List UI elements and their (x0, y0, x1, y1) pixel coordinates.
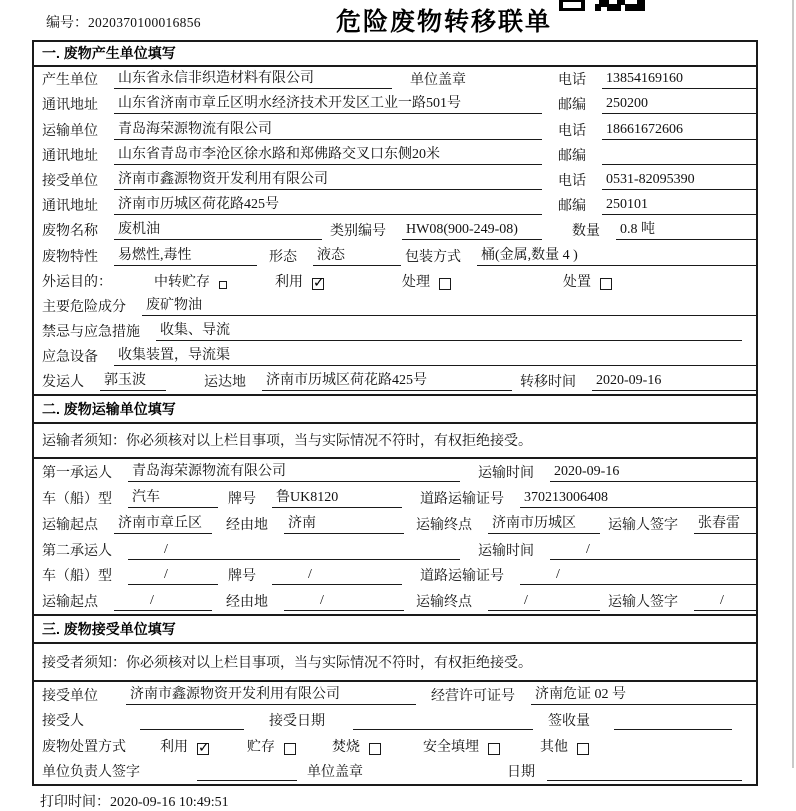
transport-time2-label: 运输时间 (478, 543, 534, 559)
receiver-value: 济南市鑫源物资开发利用有限公司 (114, 171, 542, 190)
receiver-zip-value: 250101 (602, 196, 756, 215)
waste-name-label: 废物名称 (42, 224, 98, 240)
doc-number-label: 编号： (46, 16, 88, 31)
vehicle2-label: 车（船）型 (42, 569, 112, 585)
transporter-addr-value: 山东省青岛市李沧区徐水路和郑佛路交叉口东侧20米 (114, 146, 542, 165)
manager-sign-label: 单位负责人签字 (42, 765, 140, 781)
end1-label: 运输终点 (416, 517, 472, 533)
producer-value: 山东省永信非织造材料有限公司 (114, 70, 392, 89)
via1-value: 济南 (284, 515, 404, 534)
receive-date-label: 接受日期 (269, 714, 325, 730)
received-qty-label: 签收量 (548, 714, 590, 730)
transporter-zip-value (602, 147, 756, 165)
row-route1 (34, 511, 756, 537)
shipper-label: 发运人 (42, 375, 84, 391)
producer-addr-value: 山东省济南市章丘区明水经济技术开发区工业一路501号 (114, 95, 542, 114)
via1-label: 经由地 (226, 517, 268, 533)
receive-person-label: 接受人 (42, 714, 84, 730)
doc-number-value: 2020370100016856 (88, 15, 201, 30)
section-receiver (34, 614, 756, 784)
doc-number-row (46, 12, 201, 32)
destination-label: 运达地 (204, 375, 246, 391)
disposal-option-5-label: 其他 (540, 739, 568, 755)
waste-char-value: 易燃性,毒性 (114, 247, 257, 266)
section-transport (34, 394, 756, 614)
shipper-value: 郭玉波 (100, 372, 166, 391)
receiver-notice: 接受者须知：你必须核对以上栏目事项，当与实际情况不符时，有权拒绝接受。 (34, 644, 756, 682)
emergency-label: 禁忌与应急措施 (42, 325, 140, 341)
purpose-option-3-label: 处理 (402, 274, 430, 290)
receiver-addr-value: 济南市历城区荷花路425号 (114, 196, 542, 215)
transporter-zip-label: 邮编 (558, 148, 586, 164)
purpose-option-4-checkbox (600, 278, 612, 290)
producer-addr-label: 通讯地址 (42, 98, 98, 114)
purpose-option-1-checkbox (219, 281, 227, 289)
disposal-option-5-checkbox (577, 743, 589, 755)
row-producer (34, 67, 756, 92)
row-receiver-address (34, 193, 756, 218)
via2-label: 经由地 (226, 595, 268, 611)
plate1-label: 牌号 (228, 492, 256, 508)
waste-code-label: 类别编号 (330, 224, 386, 240)
transport-time1-value: 2020-09-16 (550, 463, 756, 482)
carrier1-label: 第一承运人 (42, 466, 112, 482)
receive-person-value (140, 712, 244, 730)
origin2-value: / (114, 592, 212, 611)
carrier2-value: / (128, 541, 460, 560)
receive-unit-label: 接受单位 (42, 688, 98, 704)
end2-label: 运输终点 (416, 595, 472, 611)
disposal-option-2-checkbox (284, 743, 296, 755)
row-carrier2 (34, 537, 756, 563)
page-edge-line (792, 0, 794, 768)
producer-zip-label: 邮编 (558, 98, 586, 114)
disposal-option-1-label: 利用 (160, 739, 188, 755)
purpose-option-2-checkbox (312, 278, 324, 290)
print-time-row (40, 791, 796, 811)
receiver-phone-label: 电话 (558, 173, 586, 189)
row-producer-address (34, 92, 756, 117)
purpose-option-2-label: 利用 (275, 274, 303, 290)
sign2-value: / (694, 592, 756, 611)
print-time-value: 2020-09-16 10:49:51 (110, 795, 229, 811)
receive-unit-value: 济南市鑫源物资开发利用有限公司 (126, 686, 416, 705)
origin2-label: 运输起点 (42, 595, 98, 611)
permit2-label: 道路运输证号 (420, 569, 504, 585)
sign1-value: 张春雷 (694, 515, 756, 534)
plate2-label: 牌号 (228, 569, 256, 585)
manifest-form (32, 40, 758, 786)
transfer-time-value: 2020-09-16 (592, 372, 756, 391)
waste-code-value: HW08(900-249-08) (402, 221, 542, 240)
row-shipper (34, 369, 756, 394)
permit2-value: / (520, 566, 756, 585)
sign1-label: 运输人签字 (608, 517, 678, 533)
received-qty-value (614, 712, 732, 730)
waste-form-value: 液态 (313, 247, 401, 266)
plate2-value: / (272, 566, 402, 585)
producer-phone-value: 13854169160 (602, 70, 756, 89)
transport-time2-value: / (550, 541, 756, 560)
purpose-option-3-checkbox (439, 278, 451, 290)
receive-date-value (353, 712, 533, 730)
packing-value: 桶(金属,数量 4 ) (477, 247, 756, 266)
via2-value: / (284, 592, 404, 611)
section2-title: 二. 废物运输单位填写 (34, 394, 756, 424)
disposal-option-4-checkbox (488, 743, 500, 755)
waste-form-label: 形态 (269, 249, 297, 265)
transporter-value: 青岛海荣源物流有限公司 (114, 121, 542, 140)
row-vehicle1 (34, 485, 756, 511)
row-emergency (34, 319, 756, 344)
permit1-label: 道路运输证号 (420, 492, 504, 508)
hazard-label: 主要危险成分 (42, 299, 126, 315)
emergency-value: 收集、导流 (156, 322, 742, 341)
row-waste-name (34, 218, 756, 243)
row-hazard (34, 294, 756, 319)
section-producer (34, 42, 756, 394)
receiver-phone-value: 0531-82095390 (602, 171, 756, 190)
equipment-value: 收集装置，导流渠 (114, 347, 756, 366)
sign2-label: 运输人签字 (608, 595, 678, 611)
vehicle2-value: / (128, 566, 218, 585)
waste-name-value: 废机油 (114, 221, 322, 240)
receiver-label: 接受单位 (42, 173, 98, 189)
producer-label: 产生单位 (42, 73, 98, 89)
carrier1-value: 青岛海荣源物流有限公司 (128, 463, 460, 482)
row-receiver (34, 168, 756, 193)
vehicle1-label: 车（船）型 (42, 492, 112, 508)
producer-phone-label: 电话 (558, 73, 586, 89)
doc-title: 危险废物转移联单 (335, 8, 553, 36)
end2-value: / (488, 592, 600, 611)
disposal-option-1-checkbox (197, 743, 209, 755)
transporter-notice: 运输者须知：你必须核对以上栏目事项，当与实际情况不符时，有权拒绝接受。 (34, 424, 756, 459)
print-time-label: 打印时间： (40, 795, 110, 811)
purpose-option-1-label: 中转贮存 (154, 274, 210, 290)
row-receive-unit (34, 682, 756, 708)
waste-qty-value: 0.8 吨 (616, 221, 756, 240)
row-waste-character (34, 243, 756, 268)
receiver-zip-label: 邮编 (558, 199, 586, 215)
section3-title: 三. 废物接受单位填写 (34, 614, 756, 644)
carrier2-label: 第二承运人 (42, 543, 112, 559)
producer-zip-value: 250200 (602, 95, 756, 114)
equipment-label: 应急设备 (42, 350, 98, 366)
row-transporter-address (34, 143, 756, 168)
row-manager-sign (34, 759, 756, 785)
license-label: 经营许可证号 (431, 688, 515, 704)
row-equipment (34, 344, 756, 369)
document-header (0, 0, 796, 40)
row-transporter (34, 117, 756, 142)
disposal-label: 废物处置方式 (42, 739, 126, 755)
row-receive-person (34, 708, 756, 734)
purpose-label: 外运目的： (42, 274, 112, 290)
packing-label: 包装方式 (405, 249, 461, 265)
waste-char-label: 废物特性 (42, 249, 98, 265)
origin1-value: 济南市章丘区 (114, 515, 212, 534)
end1-value: 济南市历城区 (488, 515, 600, 534)
transporter-phone-value: 18661672606 (602, 121, 756, 140)
disposal-option-4-label: 安全填埋 (423, 739, 479, 755)
unit-seal-label: 单位盖章 (410, 73, 466, 89)
transporter-addr-label: 通讯地址 (42, 148, 98, 164)
hazard-value: 废矿物油 (142, 297, 756, 316)
manager-sign-value (197, 763, 297, 781)
receiver-addr-label: 通讯地址 (42, 199, 98, 215)
row-disposal-method (34, 733, 756, 759)
row-vehicle2 (34, 563, 756, 589)
license-value: 济南危证 02 号 (531, 686, 756, 705)
disposal-option-2-label: 贮存 (247, 739, 275, 755)
plate1-value: 鲁UK8120 (272, 489, 402, 508)
receiver-seal-label: 单位盖章 (307, 765, 363, 781)
origin1-label: 运输起点 (42, 517, 98, 533)
destination-value: 济南市历城区荷花路425号 (262, 372, 512, 391)
waste-qty-label: 数量 (572, 224, 600, 240)
disposal-option-3-label: 焚烧 (332, 739, 360, 755)
transporter-phone-label: 电话 (558, 123, 586, 139)
row-route2 (34, 588, 756, 614)
row-carrier1 (34, 459, 756, 485)
section1-title: 一. 废物产生单位填写 (34, 42, 756, 67)
sign-date-label: 日期 (507, 765, 535, 781)
qr-code-fragment-icon (559, 0, 645, 11)
transfer-time-label: 转移时间 (520, 375, 576, 391)
sign-date-value (547, 763, 742, 781)
transport-time1-label: 运输时间 (478, 466, 534, 482)
purpose-option-4-label: 处置 (563, 274, 591, 290)
vehicle1-value: 汽车 (128, 489, 218, 508)
disposal-option-3-checkbox (369, 743, 381, 755)
row-purpose (34, 269, 756, 294)
permit1-value: 370213006408 (520, 489, 756, 508)
transporter-label: 运输单位 (42, 123, 98, 139)
